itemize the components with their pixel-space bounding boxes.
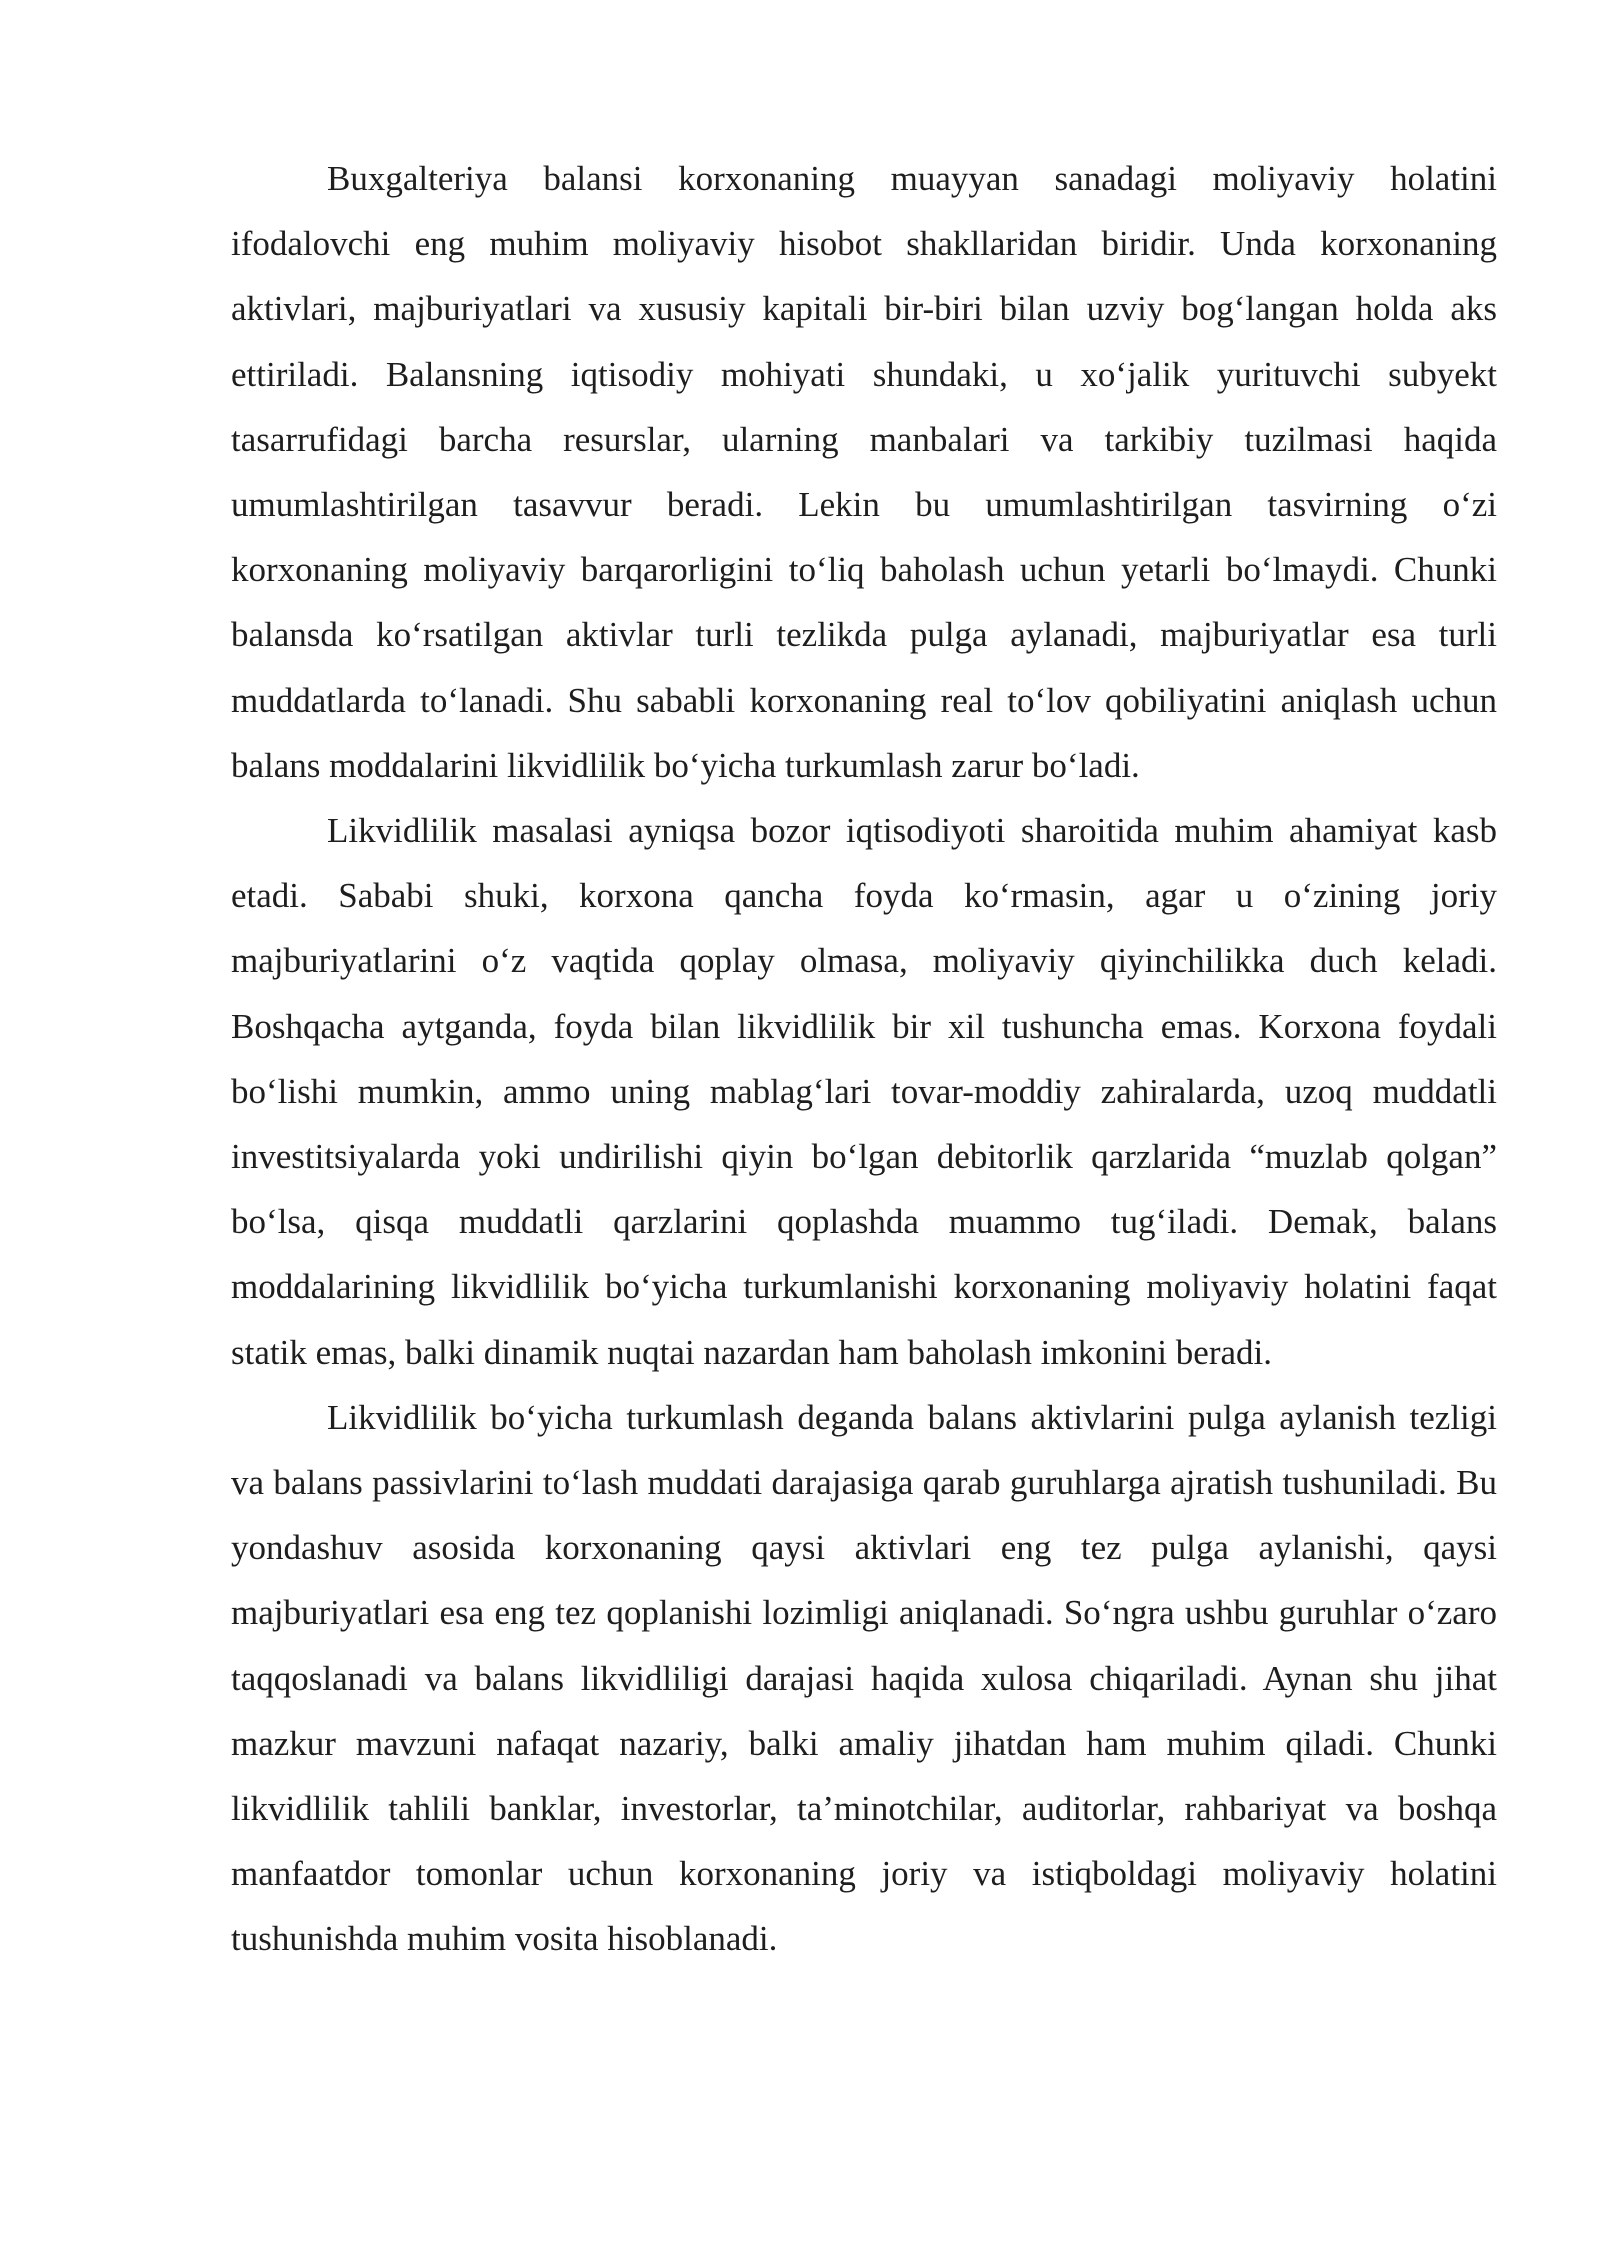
document-body <box>231 146 1497 1972</box>
paragraph-liquidity-importance: Likvidlilik masalasi ayniqsa bozor iqtisodiyoti sharoitida muhim ahamiyat kasb etadi. Sababi shuki, korxona qancha foyda ko‘rmasin, agar u o‘zining joriy majburiyatlarini o‘z vaqtida qoplay olmasa, moliyaviy qiyinchilikka duch keladi. Boshqacha aytganda, foyda bilan likvidlilik bir xil tushuncha emas. Korxona foydali bo‘lishi mumkin, ammo uning mablag‘lari tovar-moddiy zahiralarda, uzoq muddatli investitsiyalarda yoki undirilishi qiyin bo‘lgan debitorlik qarzlarida “muzlab qolgan” bo‘lsa, qisqa muddatli qarzlarini qoplashda muammo tug‘iladi. Demak, balans moddalarining likvidlilik bo‘yicha turkumlanishi korxonaning moliyaviy holatini faqat statik emas, balki dinamik nuqtai nazardan ham baholash imkonini beradi. <box>231 811 1497 1372</box>
paragraph-balance-definition: Buxgalteriya balansi korxonaning muayyan sanadagi moliyaviy holatini ifodalovchi eng muhim moliyaviy hisobot shakllaridan biridir. Unda korxonaning aktivlari, majburiyatlari va xususiy kapitali bir-biri bilan uzviy bog‘langan holda aks ettiriladi. Balansning iqtisodiy mohiyati shundaki, u xo‘jalik yurituvchi subyekt tasarrufidagi barcha resurslar, ularning manbalari va tarkibiy tuzilmasi haqida umumlashtirilgan tasavvur beradi. Lekin bu umumlashtirilgan tasvirning o‘zi korxonaning moliyaviy barqarorligini to‘liq baholash uchun yetarli bo‘lmaydi. Chunki balansda ko‘rsatilgan aktivlar turli tezlikda pulga aylanadi, majburiyatlar esa turli muddatlarda to‘lanadi. Shu sababli korxonaning real to‘lov qobiliyatini aniqlash uchun balans moddalarini likvidlilik bo‘yicha turkumlash zarur bo‘ladi. <box>231 159 1497 785</box>
paragraph-liquidity-classification: Likvidlilik bo‘yicha turkumlash deganda balans aktivlarini pulga aylanish tezligi va balans passivlarini to‘lash muddati darajasiga qarab guruhlarga ajratish tushuniladi. Bu yondashuv asosida korxonaning qaysi aktivlari eng tez pulga aylanishi, qaysi majburiyatlari esa eng tez qoplanishi lozimligi aniqlanadi. So‘ngra ushbu guruhlar o‘zaro taqqoslanadi va balans likvidliligi darajasi haqida xulosa chiqariladi. Aynan shu jihat mazkur mavzuni nafaqat nazariy, balki amaliy jihatdan ham muhim qiladi. Chunki likvidlilik tahlili banklar, investorlar, ta’minotchilar, auditorlar, rahbariyat va boshqa manfaatdor tomonlar uchun korxonaning joriy va istiqboldagi moliyaviy holatini tushunishda muhim vosita hisoblanadi. <box>231 1397 1497 1959</box>
